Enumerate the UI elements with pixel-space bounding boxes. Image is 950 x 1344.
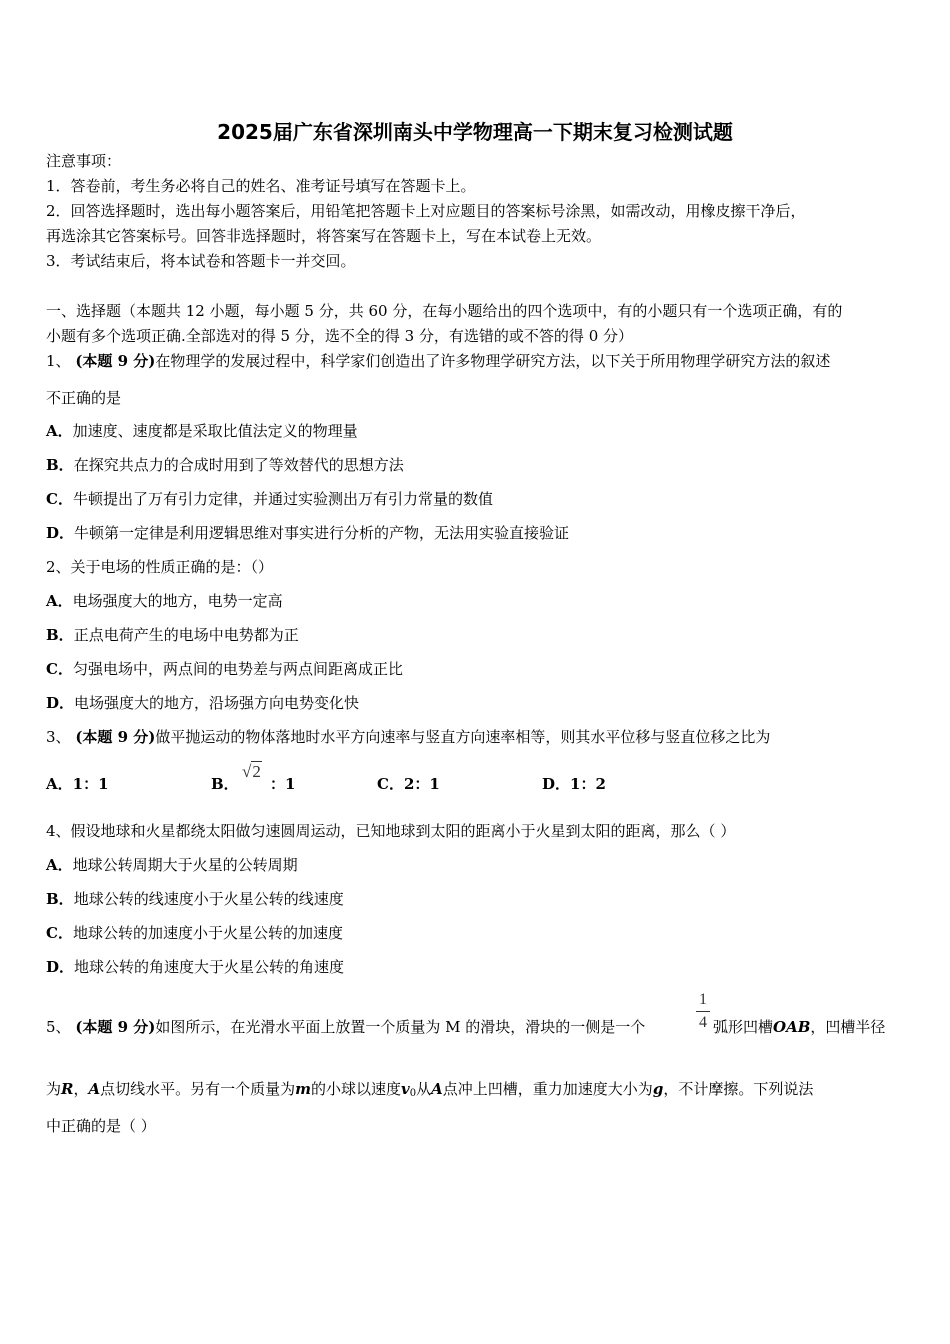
- option-text: 匀强电场中，两点间的电势差与两点间距离成正比: [72, 660, 403, 678]
- question-4-option-d: [46, 958, 344, 976]
- option-text: 在探究共点力的合成时用到了等效替代的思想方法: [73, 456, 404, 474]
- question-4-option-a: [46, 856, 298, 874]
- question-4-option-b: [46, 890, 344, 908]
- notice-item-2-line-1: 2．回答选择题时，选出每小题答案后，用铅笔把答题卡上对应题目的答案标号涂黑，如需改动，用橡皮擦干净后，: [46, 202, 806, 220]
- symbol-v: v: [401, 1080, 410, 1098]
- question-text: ，不计摩擦。下列说法: [663, 1080, 814, 1098]
- question-1-stem: [46, 352, 830, 370]
- option-text: 加速度、速度都是采取比值法定义的物理量: [72, 422, 358, 440]
- symbol-m: m: [295, 1080, 312, 1098]
- option-label: A．: [46, 592, 73, 610]
- question-text: ，: [73, 1080, 89, 1098]
- symbol-r: R: [61, 1080, 74, 1098]
- option-label: D．: [46, 694, 75, 712]
- question-1-option-d: [46, 524, 569, 542]
- option-text: 正点电荷产生的电场中电势都为正: [73, 626, 299, 644]
- option-text: 地球公转的角速度大于火星公转的角速度: [74, 958, 345, 976]
- option-text: 地球公转的加速度小于火星公转的加速度: [72, 924, 343, 942]
- option-text: 电场强度大的地方，沿场强方向电势变化快: [74, 694, 360, 712]
- question-2-stem: 2、关于电场的性质正确的是：（）: [46, 558, 274, 576]
- question-4-option-c: [46, 924, 343, 942]
- notice-item-2-line-2: 再选涂其它答案标号。回答非选择题时，将答案写在答题卡上，写在本试卷上无效。: [46, 227, 602, 245]
- question-5-stem-part-2: [713, 1018, 885, 1036]
- question-text: 点冲上凹槽，重力加速度大小为: [442, 1080, 653, 1098]
- question-number: 3、: [46, 728, 71, 746]
- notice-heading: 注意事项：: [46, 152, 122, 170]
- option-label: A．: [46, 422, 73, 440]
- option-label: C．: [46, 660, 73, 678]
- question-score: (本题 9 分): [75, 1018, 156, 1036]
- question-1-option-b: [46, 456, 404, 474]
- option-text: 牛顿第一定律是利用逻辑思维对事实进行分析的产物，无法用实验直接验证: [74, 524, 570, 542]
- question-3-option-b-rest: ：1: [270, 775, 296, 793]
- option-label: C．: [46, 490, 73, 508]
- option-label: A．: [46, 856, 73, 874]
- question-3-option-b-label: B．: [211, 775, 239, 793]
- question-text: 做平抛运动的物体落地时水平方向速率与竖直方向速率相等，则其水平位移与竖直位移之比为: [155, 728, 771, 746]
- question-3-option-a: A．1：1: [46, 775, 109, 793]
- option-label: B．: [46, 456, 74, 474]
- symbol-a: A: [88, 1080, 101, 1098]
- fraction-quarter: [695, 990, 711, 1033]
- sqrt-radicand: 2: [252, 762, 261, 781]
- question-text: ，凹槽半径: [810, 1018, 886, 1036]
- symbol-oab: OAB: [773, 1018, 811, 1036]
- option-label: C．: [46, 924, 73, 942]
- question-score: (本题 9 分): [75, 352, 156, 370]
- option-text: 地球公转的线速度小于火星公转的线速度: [73, 890, 344, 908]
- fraction-numerator: 1: [699, 991, 707, 1008]
- question-2-option-a: [46, 592, 283, 610]
- notice-item-3: 3．考试结束后，将本试卷和答题卡一并交回。: [46, 252, 356, 270]
- question-1-stem-line-2: 不正确的是: [46, 389, 122, 407]
- exam-title: 2025届广东省深圳南头中学物理高一下期末复习检测试题: [217, 120, 733, 144]
- question-2-option-d: [46, 694, 359, 712]
- question-text: 为: [46, 1080, 62, 1098]
- section-heading-line-1: 一、选择题（本题共 12 小题，每小题 5 分，共 60 分，在每小题给出的四个选项中，有的小题只有一个选项正确，有的: [46, 302, 843, 320]
- question-3-option-c: C．2：1: [377, 775, 440, 793]
- option-label: D．: [46, 524, 75, 542]
- question-5-line-2: [46, 1080, 813, 1103]
- question-number: 1、: [46, 352, 71, 370]
- question-text: 如图所示，在光滑水平面上放置一个质量为 M 的滑块，滑块的一侧是一个: [155, 1018, 646, 1036]
- question-3-option-d: D．1：2: [542, 775, 606, 793]
- question-text: 点切线水平。另有一个质量为: [100, 1080, 296, 1098]
- question-number: 5、: [46, 1018, 71, 1036]
- question-text: 从: [416, 1080, 432, 1098]
- question-4-stem: 4、假设地球和火星都绕太阳做匀速圆周运动，已知地球到太阳的距离小于火星到太阳的距离，那么（ ）: [46, 822, 736, 840]
- section-heading-line-2: 小题有多个选项正确.全部选对的得 5 分，选不全的得 3 分，有选错的或不答的得 0 分）: [46, 327, 634, 345]
- question-score: (本题 9 分): [75, 728, 156, 746]
- fraction-denominator: 4: [699, 1014, 707, 1031]
- symbol-v-subscript: 0: [409, 1088, 417, 1099]
- question-3-stem: [46, 728, 770, 746]
- option-text: 地球公转周期大于火星的公转周期: [72, 856, 298, 874]
- option-label: B．: [46, 626, 74, 644]
- notice-item-1: 1．答卷前，考生务必将自己的姓名、准考证号填写在答题卡上。: [46, 177, 476, 195]
- question-2-option-c: [46, 660, 403, 678]
- question-1-option-a: [46, 422, 358, 440]
- question-text: 弧形凹槽: [713, 1018, 774, 1036]
- option-label: B．: [46, 890, 74, 908]
- symbol-g: g: [652, 1080, 664, 1098]
- option-label: D．: [46, 958, 75, 976]
- question-text: 的小球以速度: [311, 1080, 402, 1098]
- fraction-bar: [696, 1011, 710, 1012]
- question-5-line-3: 中正确的是（ ）: [46, 1117, 156, 1135]
- question-text: 在物理学的发展过程中，科学家们创造出了许多物理学研究方法，以下关于所用物理学研究方法的叙述: [155, 352, 831, 370]
- question-5-stem-part-1: [46, 1018, 645, 1036]
- question-2-option-b: [46, 626, 299, 644]
- symbol-a: A: [431, 1080, 443, 1098]
- question-1-option-c: [46, 490, 493, 508]
- option-text: 电场强度大的地方，电势一定高: [72, 592, 283, 610]
- sqrt-expression: √2: [242, 762, 261, 781]
- option-text: 牛顿提出了万有引力定律，并通过实验测出万有引力常量的数值: [72, 490, 493, 508]
